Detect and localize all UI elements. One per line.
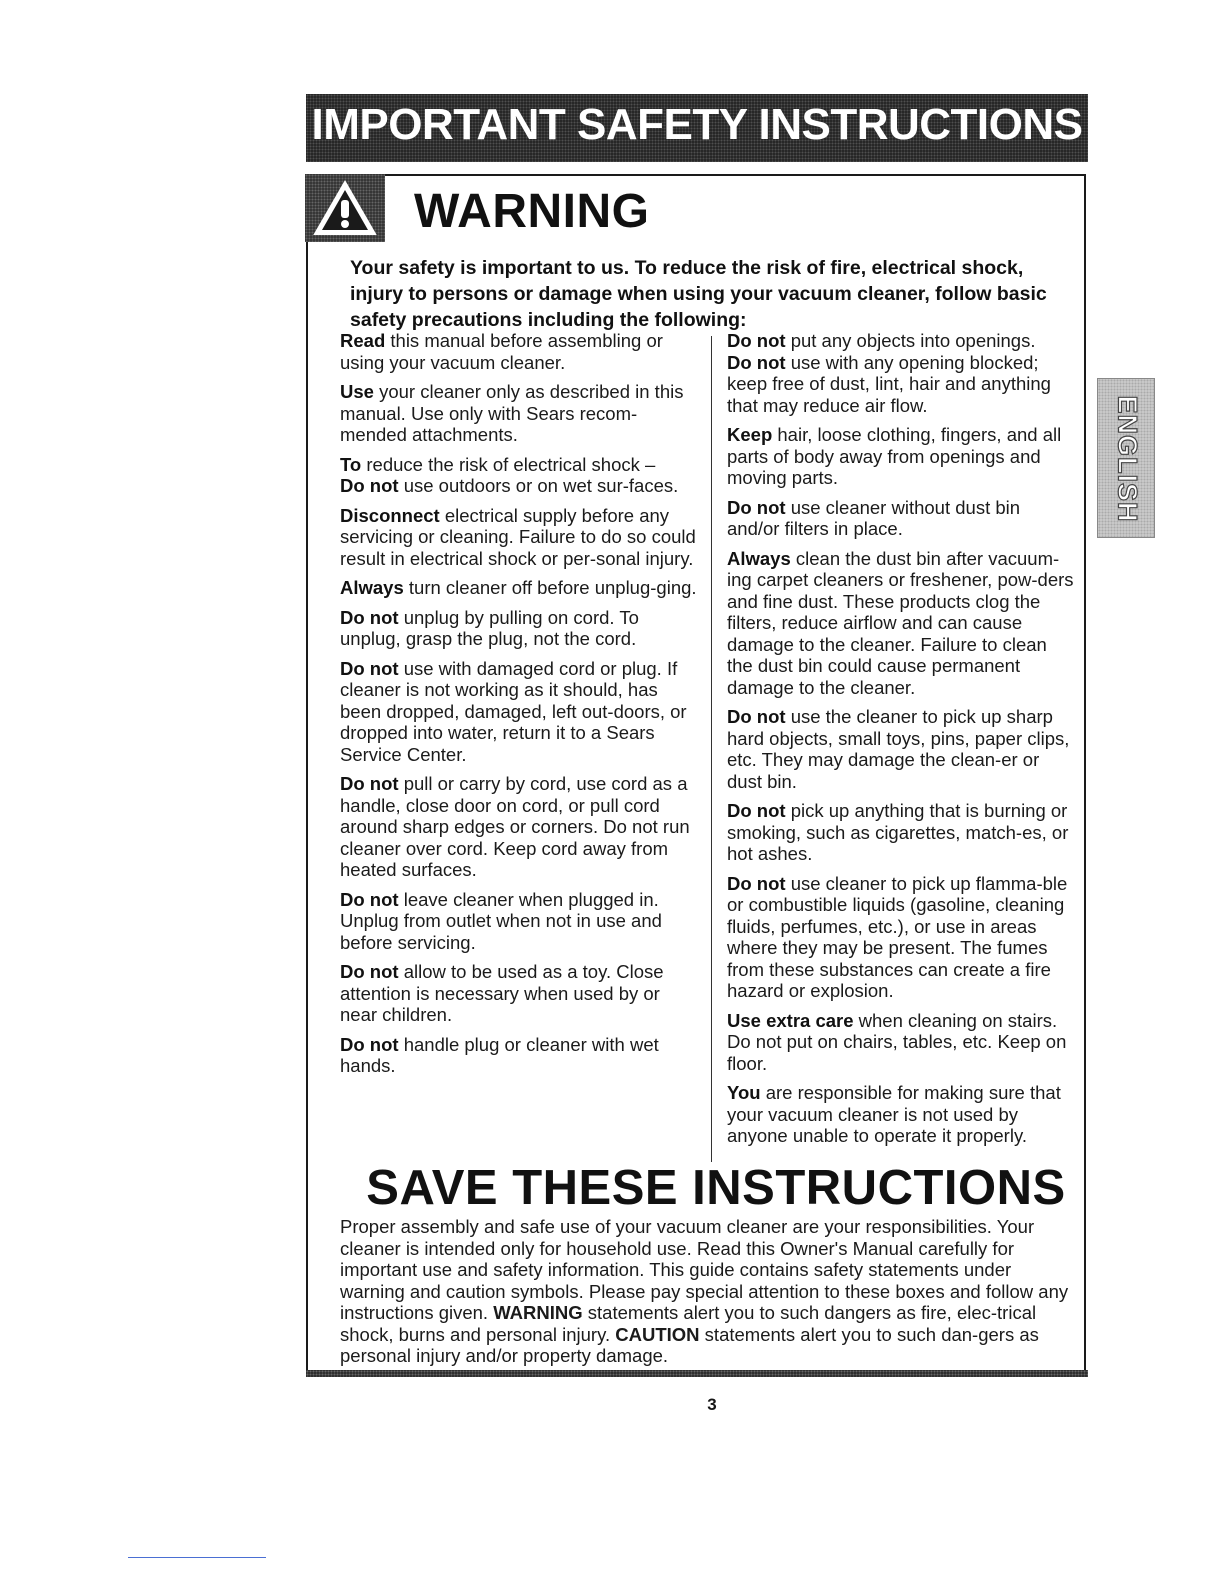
page-title: IMPORTANT SAFETY INSTRUCTIONS bbox=[311, 100, 1083, 149]
page-number: 3 bbox=[707, 1395, 717, 1414]
language-tab-label: ENGLISH bbox=[1112, 395, 1143, 523]
instruction-item: Do not use cleaner without dust bin and/or filters in place. bbox=[727, 496, 1021, 539]
warning-triangle-icon bbox=[311, 178, 379, 238]
warning-label: WARNING bbox=[493, 1302, 583, 1323]
box-bottom-rule bbox=[306, 1370, 1088, 1377]
left-column bbox=[340, 330, 700, 1085]
column-divider bbox=[711, 336, 712, 1162]
language-tab bbox=[1097, 378, 1155, 538]
instruction-item: Do not pull or carry by cord, use cord as a handle, close door on cord, or pull cord around sharp edges or corners. Do not run cleaner over cord. Keep cord away from heated surfaces. bbox=[340, 773, 690, 880]
instruction-item: Use your cleaner only as described in this manual. Use only with Sears recom-mended attachments. bbox=[340, 381, 684, 445]
instruction-item: Always turn cleaner off before unplug-ging. bbox=[340, 577, 697, 598]
instruction-item: To reduce the risk of electrical shock – Do not use outdoors or on wet sur-faces. bbox=[340, 453, 679, 496]
instruction-item: Do not leave cleaner when plugged in. Unplug from outlet when not in use and before servicing. bbox=[340, 888, 662, 953]
instruction-item: Always clean the dust bin after vacuum-ing carpet cleaners or freshener, pow-ders and fine dust. These products clog the filters, reduce airflow and can cause damage to the cleaner. Failure to clean the dust bin could cause permanent damage to the cleaner. bbox=[727, 547, 1074, 698]
instruction-item: Do not pick up anything that is burning or smoking, such as cigarettes, match-es, or hot ashes. bbox=[727, 800, 1069, 864]
instruction-item: You are responsible for making sure that your vacuum cleaner is not used by anyone unable to operate it properly. bbox=[727, 1082, 1061, 1146]
instruction-item: Do not allow to be used as a toy. Close attention is necessary when used by or near children. bbox=[340, 961, 664, 1025]
caution-label: CAUTION bbox=[615, 1323, 700, 1345]
right-column bbox=[727, 330, 1077, 1155]
instruction-item: Disconnect electrical supply before any servicing or cleaning. Failure to do so could result in electrical shock or per-sonal injury. bbox=[340, 504, 696, 569]
warning-intro: Your safety is important to us. To reduce the risk of fire, electrical shock, injury to persons or damage when using your vacuum cleaner, follow basic safety precautions including the following: bbox=[350, 257, 1047, 331]
instruction-item: Do not unplug by pulling on cord. To unplug, grasp the plug, not the cord. bbox=[340, 606, 639, 649]
instruction-item: Do not use with damaged cord or plug. If cleaner is not working as it should, has been dropped, damaged, left out-doors, or dropped into water, return it to a Sears Service Center. bbox=[340, 657, 687, 765]
instruction-item: Do not use the cleaner to pick up sharp hard objects, small toys, pins, paper clips, etc. They may damage the clean-er or dust bin. bbox=[727, 706, 1070, 792]
closing-paragraph: Proper assembly and safe use of your vacuum cleaner are your responsibilities. Your cleaner is intended only for household use. Read this Owner's Manual carefully for important use and safety information. This guide contains safety statements under warning and caution symbols. Please pay special attention to these boxes and follow any instructions given. WARNING statements alert you to such dangers as fire, elec-trical shock, burns and personal injury. CAUTION statements alert you to such dan-gers as personal injury and/or property damage. bbox=[340, 1216, 1069, 1366]
instruction-item: Use extra care when cleaning on stairs. Do not put on chairs, tables, etc. Keep on floor. bbox=[727, 1009, 1067, 1074]
instruction-item: Keep hair, loose clothing, fingers, and all parts of body away from openings and moving parts. bbox=[727, 424, 1062, 488]
instruction-item: Do not use cleaner to pick up flamma-ble or combustible liquids (gasoline, cleaning fluids, perfumes, etc.), or use in areas where they may be present. The fumes from these substances can create a fire hazard or explosion. bbox=[727, 872, 1068, 1001]
instruction-item: Do not handle plug or cleaner with wet hands. bbox=[340, 1033, 659, 1076]
instruction-item: Read this manual before assembling or using your vacuum cleaner. bbox=[340, 330, 663, 373]
title-banner bbox=[306, 94, 1088, 162]
warning-icon-tab bbox=[305, 174, 385, 242]
save-instructions-heading: SAVE THESE INSTRUCTIONS bbox=[366, 1161, 1066, 1215]
warning-heading: WARNING bbox=[414, 185, 650, 238]
footer-rule bbox=[128, 1557, 266, 1558]
instruction-item: Do not put any objects into openings. Do not use with any opening blocked; keep free of dust, lint, hair and anything that may reduce air flow. bbox=[727, 330, 1051, 416]
